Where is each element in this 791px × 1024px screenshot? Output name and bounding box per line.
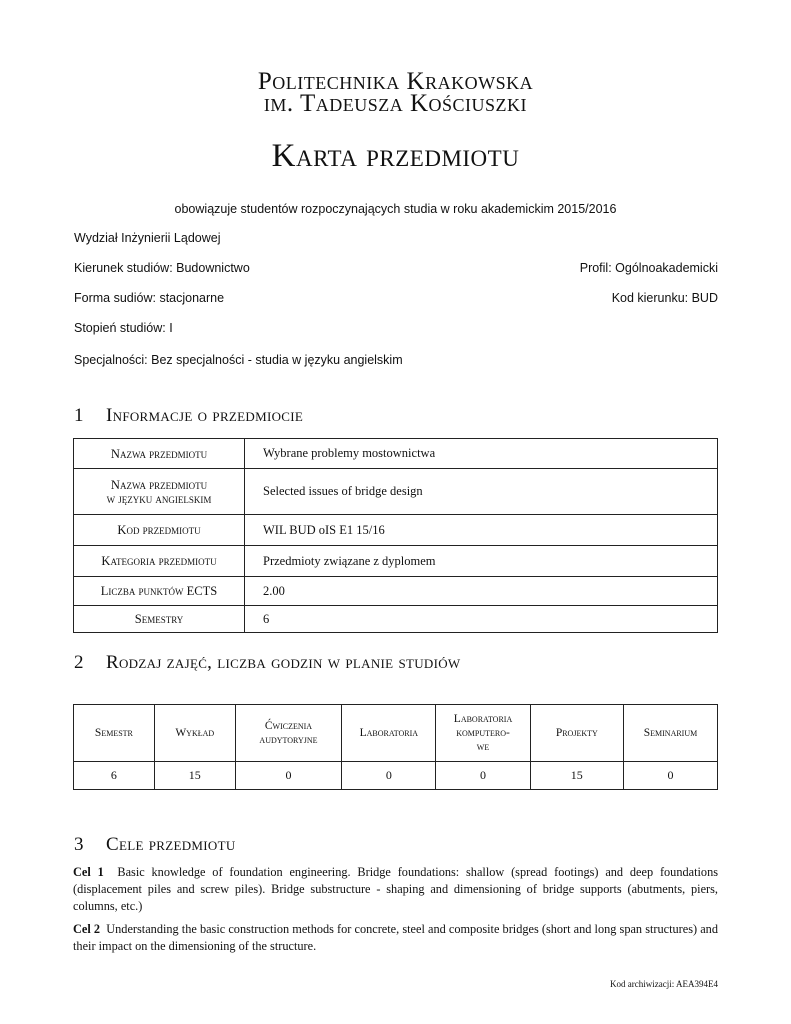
objective-item [73, 864, 718, 915]
section-number: 2 [74, 652, 84, 673]
header-cell: Seminarium [623, 705, 717, 762]
label-line: w języku angielskim [106, 491, 212, 506]
header-cell: Projekty [530, 705, 623, 762]
row-value: 2.00 [245, 577, 718, 606]
table-row [74, 577, 718, 606]
table-row [74, 439, 718, 469]
row-label [74, 469, 245, 515]
table-row [74, 606, 718, 633]
objective-text: Understanding the basic construction methods for concrete, steel and composite bridges (short and long span structures) and their impact on the dimensioning of the structure. [73, 922, 718, 953]
row-label: Kategoria przedmiotu [74, 546, 245, 577]
value-cell: 15 [154, 762, 235, 790]
study-form: Forma sudiów: stacjonarne [74, 291, 225, 305]
section-number: 1 [74, 405, 84, 426]
document-title: Karta przedmiotu [271, 138, 520, 174]
hours-table [73, 704, 718, 790]
faculty: Wydział Inżynierii Lądowej [74, 231, 221, 245]
header-line: Laboratoria [453, 713, 513, 725]
value-cell: 15 [530, 762, 623, 790]
university-name: Politechnika Krakowska [257, 68, 534, 95]
header-cell: Wykład [154, 705, 235, 762]
objective-label: Cel 1 [73, 865, 104, 879]
objective-item [73, 921, 718, 955]
university-patron: im. Tadeusza Kościuszki [263, 90, 528, 117]
value-cell: 0 [623, 762, 717, 790]
field-code: Kod kierunku: BUD [611, 291, 718, 305]
table-row [74, 546, 718, 577]
row-value: Selected issues of bridge design [245, 469, 718, 515]
row-value: Wybrane problemy mostownictwa [245, 439, 718, 469]
section-2-heading [74, 652, 460, 674]
row-label: Nazwa przedmiotu [74, 439, 245, 469]
section-3-heading [74, 834, 236, 856]
section-title: Informacje o przedmiocie [106, 405, 304, 426]
section-number: 3 [74, 834, 84, 855]
row-value: 6 [245, 606, 718, 633]
row-label: Semestry [74, 606, 245, 633]
header-line: Ćwiczenia [264, 720, 313, 732]
header-line: we [476, 741, 490, 753]
header-cell: Laboratoria [342, 705, 436, 762]
course-info-table [73, 438, 718, 633]
table-row [74, 469, 718, 515]
objective-label: Cel 2 [73, 922, 101, 936]
row-value: Przedmioty związane z dyplomem [245, 546, 718, 577]
value-cell: 6 [74, 762, 155, 790]
specialties: Specjalności: Bez specjalności - studia w języku angielskim [74, 353, 403, 367]
section-1-heading [74, 405, 303, 427]
archive-code: Kod archiwizacji: AEA394E4 [610, 979, 718, 989]
value-cell: 0 [235, 762, 342, 790]
field-of-study: Kierunek studiów: Budownictwo [74, 261, 250, 275]
profile: Profil: Ogólnoakademicki [579, 261, 718, 275]
objective-text: Basic knowledge of foundation engineering. Bridge foundations: shallow (spread footings) and deep foundations (displacement piles and screw piles). Bridge substructure - shaping and dimensioning of bridge supports (abutments, piers, columns, etc.) [73, 865, 719, 913]
header-cell [235, 705, 342, 762]
row-label: Kod przedmiotu [74, 515, 245, 546]
validity-note: obowiązuje studentów rozpoczynających studia w roku akademickim 2015/2016 [174, 202, 617, 216]
header-line: audytoryjne [259, 734, 318, 746]
table-row [74, 515, 718, 546]
row-value: WIL BUD oIS E1 15/16 [245, 515, 718, 546]
value-cell: 0 [342, 762, 436, 790]
section-title: Rodzaj zajęć, liczba godzin w planie studiów [106, 652, 461, 673]
degree: Stopień studiów: I [74, 321, 173, 335]
header-line: komputero- [456, 727, 510, 739]
header-cell [436, 705, 530, 762]
table-row [74, 762, 718, 790]
table-header-row [74, 705, 718, 762]
header-cell: Semestr [74, 705, 155, 762]
row-label: Liczba punktów ECTS [74, 577, 245, 606]
value-cell: 0 [436, 762, 530, 790]
label-line: Nazwa przedmiotu [110, 477, 208, 492]
section-title: Cele przedmiotu [106, 834, 236, 855]
